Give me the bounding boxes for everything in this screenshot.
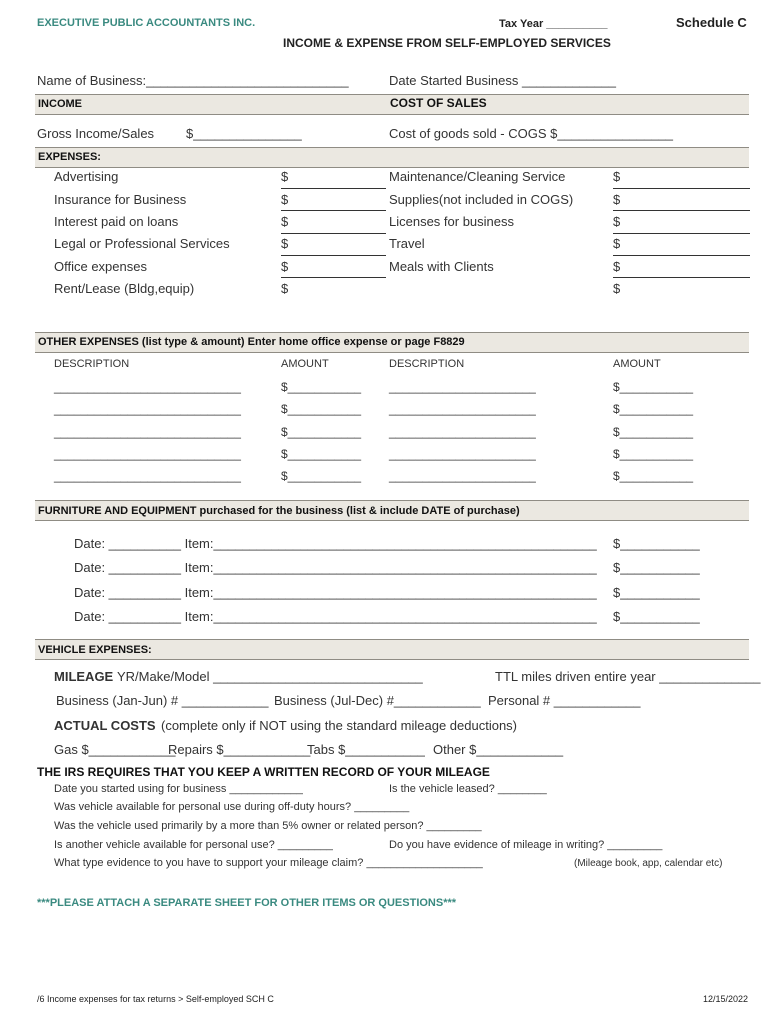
other-amount-field[interactable]: $___________	[281, 469, 362, 483]
expense-licenses-label: Licenses for business	[389, 214, 515, 229]
tabs-field[interactable]: Tabs $___________	[307, 742, 425, 757]
dollar-sign: $	[281, 259, 289, 274]
other-amount-field[interactable]: $___________	[613, 425, 694, 439]
irs-heading: THE IRS REQUIRES THAT YOU KEEP A WRITTEN RECORD OF YOUR MILEAGE	[37, 765, 490, 779]
irs-q-evidence-writing[interactable]: Do you have evidence of mileage in writing? _________	[389, 839, 663, 851]
expense-legal-label: Legal or Professional Services	[54, 236, 230, 251]
expense-interest-label: Interest paid on loans	[54, 214, 179, 229]
other-amount-field[interactable]: $___________	[281, 447, 362, 461]
dollar-sign: $	[281, 192, 289, 207]
furniture-heading: FURNITURE AND EQUIPMENT purchased for the business (list & include DATE of purchase)	[38, 505, 520, 517]
business-jan-jun-field[interactable]: Business (Jan-Jun) # ____________	[56, 693, 269, 708]
irs-q-date-started[interactable]: Date you started using for business ____________	[54, 783, 303, 795]
other-vehicle-field[interactable]: Other $____________	[433, 742, 564, 757]
firm-name: EXECUTIVE PUBLIC ACCOUNTANTS INC.	[37, 17, 256, 29]
other-desc-field[interactable]: ______________________	[389, 402, 536, 416]
other-amount-field[interactable]: $___________	[613, 447, 694, 461]
irs-q-owner[interactable]: Was the vehicle used primarily by a more than 5% owner or related person? _________	[54, 820, 482, 832]
date-started-field[interactable]: Date Started Business _____________	[389, 73, 616, 88]
furniture-amount-field[interactable]: $___________	[613, 609, 700, 624]
dollar-sign: $	[613, 214, 621, 229]
expense-insurance-label: Insurance for Business	[54, 192, 187, 207]
expense-office-field[interactable]	[281, 277, 386, 278]
personal-miles-field[interactable]: Personal # ____________	[488, 693, 641, 708]
expenses-section-bar	[35, 147, 749, 168]
expense-meals-field[interactable]	[613, 277, 750, 278]
expense-supplies-field[interactable]	[613, 210, 750, 211]
irs-evidence-note: (Mileage book, app, calendar etc)	[574, 858, 723, 869]
ttl-miles-field[interactable]: TTL miles driven entire year ______________	[495, 669, 761, 684]
expense-office-label: Office expenses	[54, 259, 147, 274]
irs-q-another-vehicle[interactable]: Is another vehicle available for personal use? _________	[54, 839, 333, 851]
footer-date: 12/15/2022	[703, 994, 749, 1004]
dollar-sign: $	[613, 236, 621, 251]
repairs-field[interactable]: Repairs $____________	[168, 742, 311, 757]
expense-insurance-field[interactable]	[281, 210, 386, 211]
furniture-amount-field[interactable]: $___________	[613, 560, 700, 575]
dollar-sign: $	[613, 169, 621, 184]
col-description: DESCRIPTION	[54, 358, 130, 370]
gas-field[interactable]: Gas $____________	[54, 742, 176, 757]
schedule-label: Schedule C	[676, 15, 747, 30]
expense-licenses-field[interactable]	[613, 233, 750, 234]
other-desc-field[interactable]: ______________________	[389, 380, 536, 394]
furniture-amount-field[interactable]: $___________	[613, 585, 700, 600]
expense-maintenance-label: Maintenance/Cleaning Service	[389, 169, 566, 184]
expense-travel-label: Travel	[389, 236, 425, 251]
other-desc-field[interactable]: ______________________	[389, 425, 536, 439]
other-desc-field[interactable]: ____________________________	[54, 380, 241, 394]
dollar-sign: $	[281, 214, 289, 229]
other-desc-field[interactable]: ____________________________	[54, 447, 241, 461]
other-desc-field[interactable]: ____________________________	[54, 469, 241, 483]
col-description: DESCRIPTION	[389, 358, 465, 370]
income-heading: INCOME	[38, 98, 82, 110]
gross-income-label: Gross Income/Sales	[37, 126, 155, 141]
other-amount-field[interactable]: $___________	[281, 380, 362, 394]
furniture-item-field[interactable]: Date: __________ Item:_____________________________________________________	[74, 536, 597, 551]
form-title: INCOME & EXPENSE FROM SELF-EMPLOYED SERVICES	[283, 36, 611, 50]
expense-advertising-label: Advertising	[54, 169, 119, 184]
vehicle-heading: VEHICLE EXPENSES:	[38, 644, 152, 656]
dollar-sign: $	[613, 192, 621, 207]
expense-travel-field[interactable]	[613, 255, 750, 256]
furniture-item-field[interactable]: Date: __________ Item:_____________________________________________________	[74, 585, 597, 600]
other-expenses-heading: OTHER EXPENSES (list type & amount) Enter home office expense or page F8829	[38, 336, 465, 348]
dollar-sign: $	[613, 281, 621, 296]
dollar-sign: $	[281, 281, 289, 296]
other-amount-field[interactable]: $___________	[281, 402, 362, 416]
cost-of-sales-heading: COST OF SALES	[390, 96, 487, 110]
mileage-label: MILEAGE	[54, 669, 114, 684]
other-desc-field[interactable]: ____________________________	[54, 402, 241, 416]
actual-costs-note: (complete only if NOT using the standard mileage deductions)	[161, 718, 518, 733]
expense-interest-field[interactable]	[281, 233, 386, 234]
business-jul-dec-field[interactable]: Business (Jul-Dec) #____________	[274, 693, 481, 708]
expense-advertising-field[interactable]	[281, 188, 386, 189]
expense-legal-field[interactable]	[281, 255, 386, 256]
other-amount-field[interactable]: $___________	[613, 469, 694, 483]
expense-supplies-label: Supplies(not included in COGS)	[389, 192, 574, 207]
irs-q-evidence-type[interactable]: What type evidence to you have to support your mileage claim? ___________________	[54, 857, 483, 869]
tax-year-field[interactable]: Tax Year __________	[499, 18, 608, 30]
col-amount: AMOUNT	[613, 358, 661, 370]
other-amount-field[interactable]: $___________	[613, 402, 694, 416]
col-amount: AMOUNT	[281, 358, 329, 370]
other-amount-field[interactable]: $___________	[281, 425, 362, 439]
yr-make-model-field[interactable]: YR/Make/Model _____________________________	[117, 669, 423, 684]
expenses-heading: EXPENSES:	[38, 151, 101, 163]
dollar-sign: $	[281, 236, 289, 251]
expense-meals-label: Meals with Clients	[389, 259, 494, 274]
other-desc-field[interactable]: ____________________________	[54, 425, 241, 439]
dollar-sign: $	[281, 169, 289, 184]
cogs-field[interactable]: Cost of goods sold - COGS $________________	[389, 126, 674, 141]
irs-q-personal-use[interactable]: Was vehicle available for personal use during off-duty hours? _________	[54, 801, 410, 813]
furniture-amount-field[interactable]: $___________	[613, 536, 700, 551]
furniture-item-field[interactable]: Date: __________ Item:_____________________________________________________	[74, 609, 597, 624]
expense-maintenance-field[interactable]	[613, 188, 750, 189]
other-amount-field[interactable]: $___________	[613, 380, 694, 394]
other-desc-field[interactable]: ______________________	[389, 469, 536, 483]
furniture-item-field[interactable]: Date: __________ Item:_____________________________________________________	[74, 560, 597, 575]
attach-sheet-notice: ***PLEASE ATTACH A SEPARATE SHEET FOR OTHER ITEMS OR QUESTIONS***	[37, 897, 457, 909]
gross-income-field[interactable]: $_______________	[186, 126, 302, 141]
irs-q-leased[interactable]: Is the vehicle leased? ________	[389, 783, 547, 795]
actual-costs-label: ACTUAL COSTS	[54, 718, 156, 733]
expense-rent-label: Rent/Lease (Bldg,equip)	[54, 281, 195, 296]
dollar-sign: $	[613, 259, 621, 274]
business-name-field[interactable]: Name of Business:____________________________	[37, 73, 349, 88]
other-desc-field[interactable]: ______________________	[389, 447, 536, 461]
footer-path: /6 Income expenses for tax returns > Self-employed SCH C	[37, 994, 274, 1004]
